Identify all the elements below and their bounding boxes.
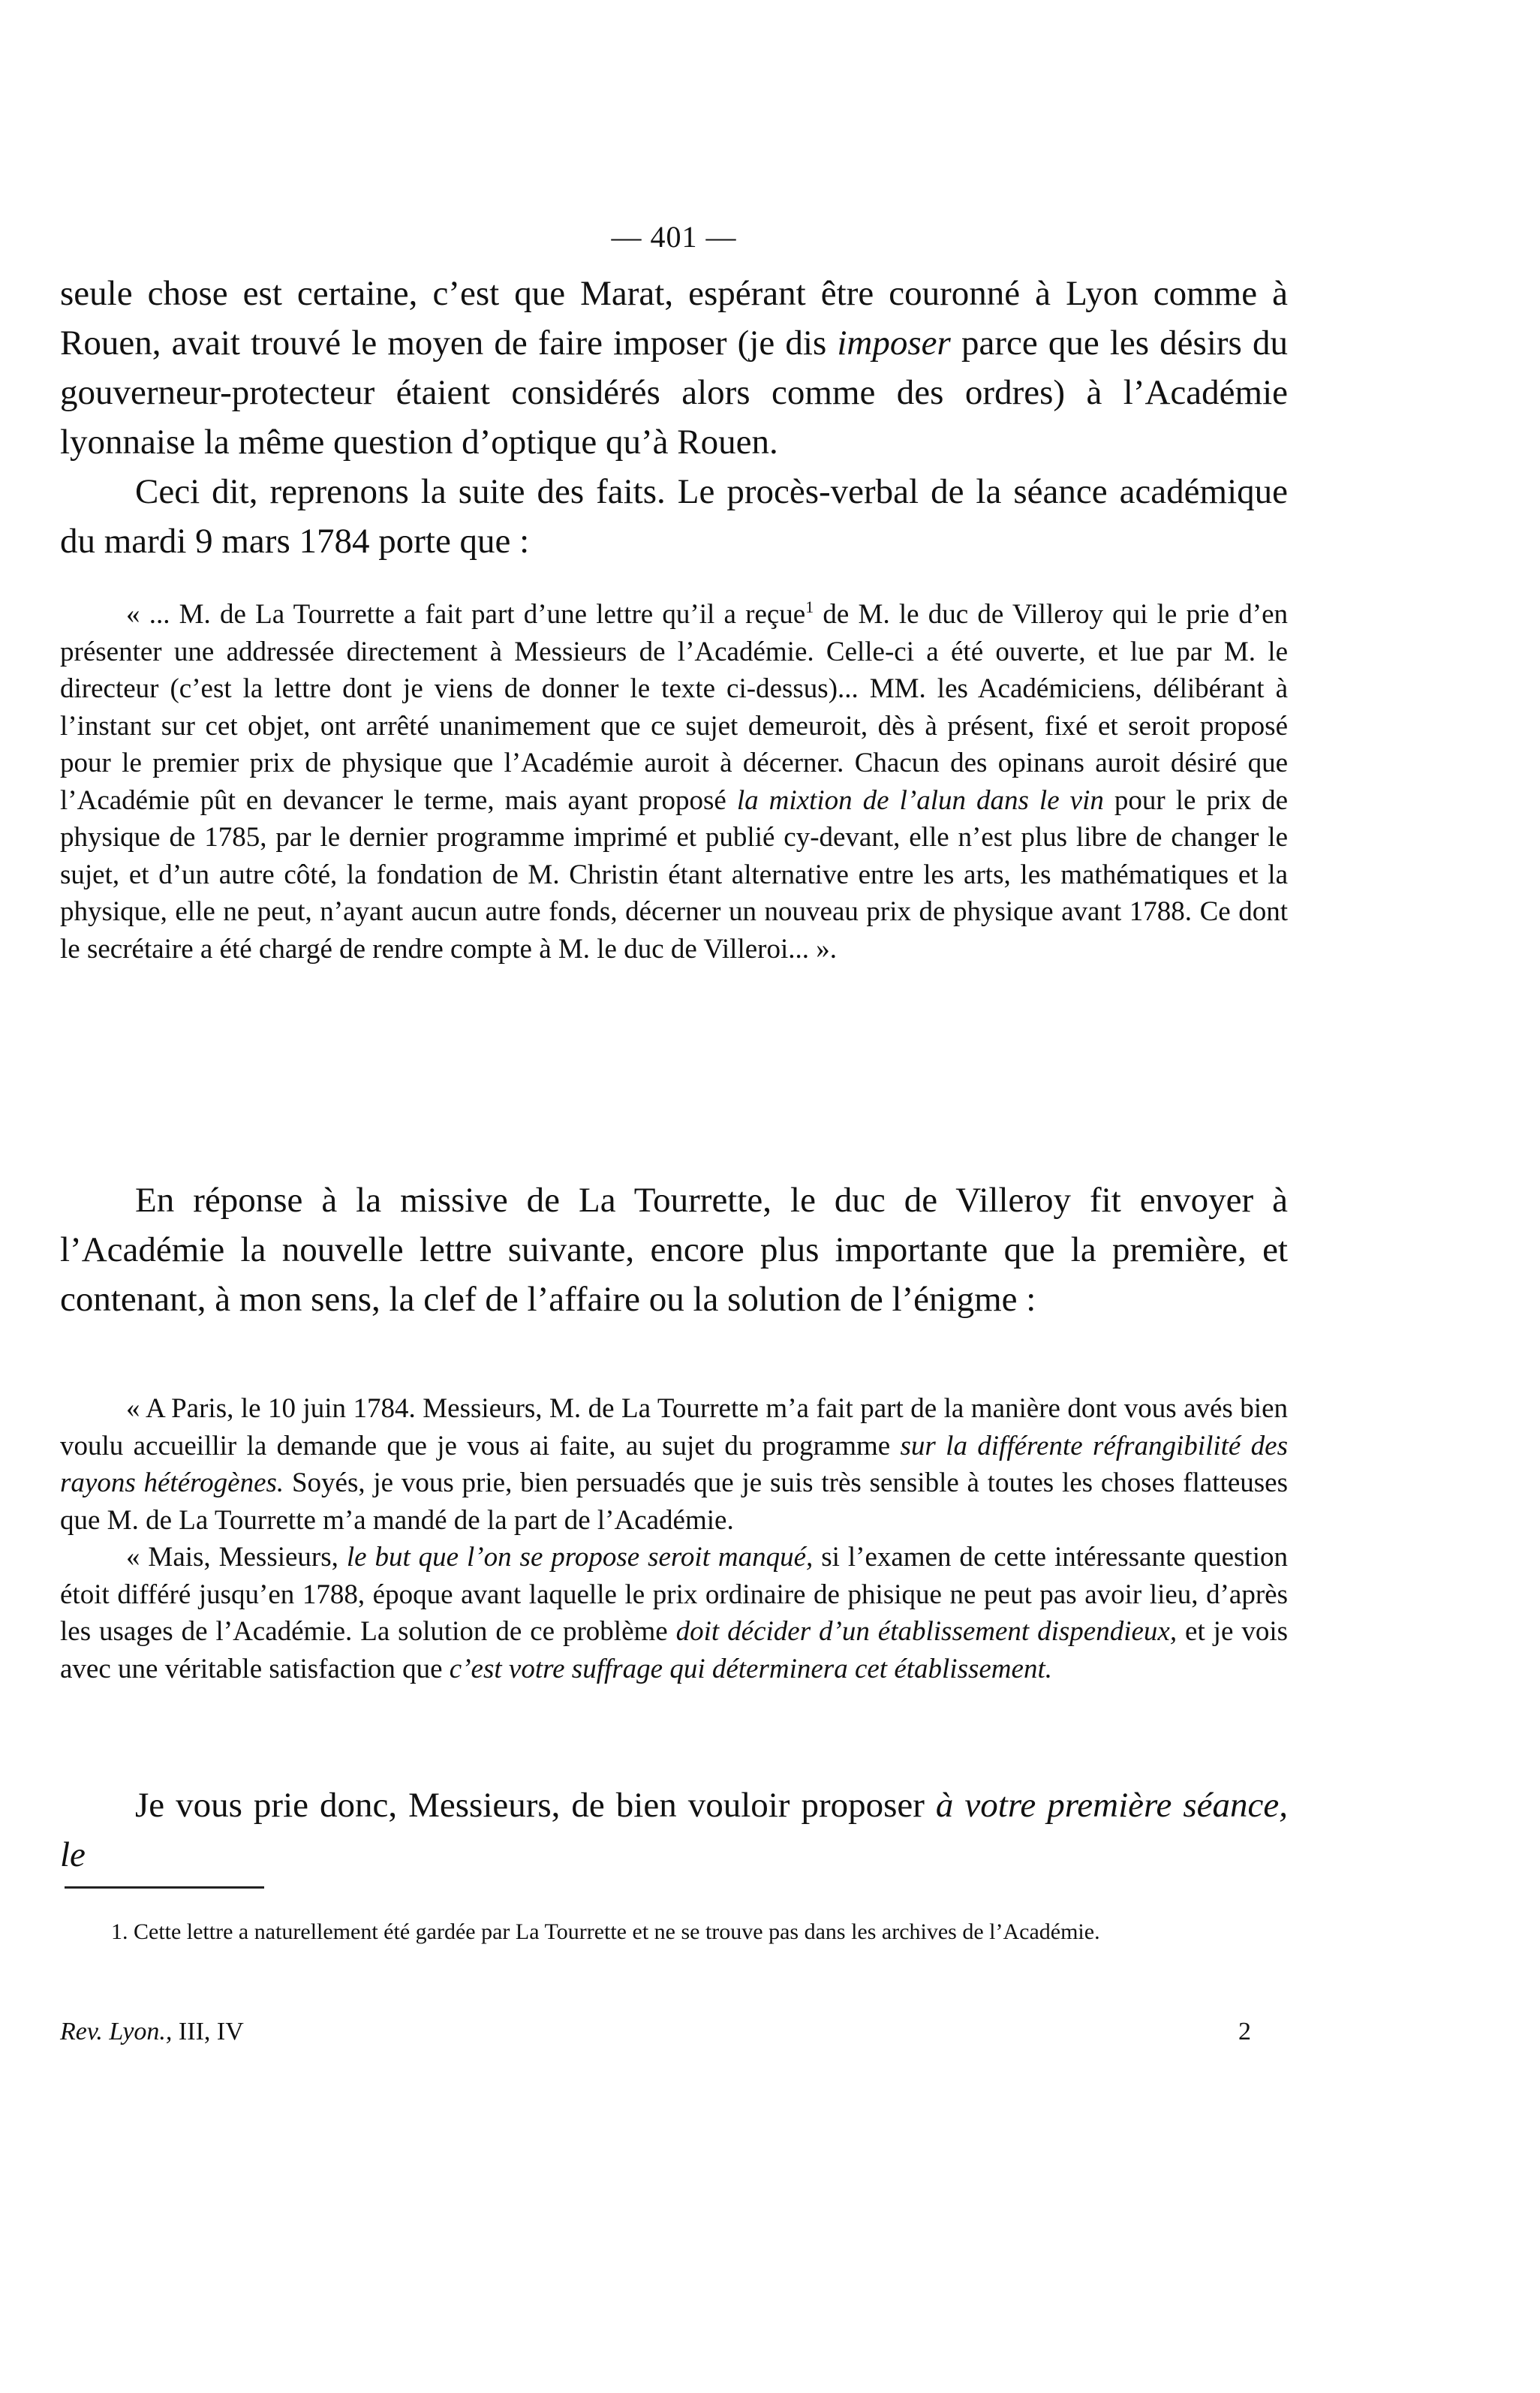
intro-text-after: parce que les désirs du gouverneur-protecteur étaient considérés alors comme des ordres) à l’Académie lyonnaise la même question d’optique qu’à Rouen. xyxy=(60,324,1288,462)
footnote-text: Cette lettre a naturellement été gardée par La Tourrette et ne se trouve pas dans les archives de l’Académie. xyxy=(128,1919,1100,1944)
quote-1-text-c: pour le prix de physique de 1785, par le dernier programme imprimé et publié cy-devant, elle n’est plus libre de changer le sujet, et d’un autre côté, la fondation de M. Christin étant alternative entre les arts, les mathématiques et la physique, elle ne peut, n’ayant aucun autre fonds, décerner un nouveau prix de physique avant 1788. Ce dont le secrétaire a été chargé de rendre compte à M. le duc de Villeroi... ». xyxy=(60,784,1289,965)
signature-mark: 2 xyxy=(1238,2018,1251,2045)
journal-volume: III, IV xyxy=(172,2018,244,2045)
letter-p3-italic: à votre première séance, le xyxy=(60,1786,1289,1874)
letter-paragraph-2 xyxy=(60,1539,1288,1687)
body-paragraph-response xyxy=(60,1175,1288,1324)
third-paragraph: En réponse à la missive de La Tourrette, le duc de Villeroy fit envoyer à l’Académie la nouvelle lettre suivante, encore plus importante que la première, et contenant, à mon sens, la clef de l’affaire ou la solution de l’énigme : xyxy=(60,1181,1288,1319)
quote-1-italic: la mixtion de l’alun dans le vin xyxy=(736,784,1104,816)
page-number: — 401 — xyxy=(611,220,737,254)
footnote-divider xyxy=(65,1886,264,1889)
letter-p2-italic-2: doit décider d’un établissement dispendieux, xyxy=(675,1616,1178,1647)
intro-paragraph xyxy=(60,269,1288,467)
letter-p2-italic-3: c’est votre suffrage qui déterminera cet établissement. xyxy=(449,1653,1052,1684)
letter-p1-text-b: Soyés, je vous prie, bien persuadés que je suis très sensible à toutes les choses flatteuses que M. de La Tourrette m’a mandé de la part de l’Académie. xyxy=(60,1467,1288,1536)
letter-p2-text-c: et je vois avec une véritable satisfaction que xyxy=(60,1616,1288,1684)
letter-p2-text-a: « Mais, Messieurs, xyxy=(126,1542,347,1573)
footnote-1-paragraph xyxy=(60,1916,1283,1949)
second-paragraph: Ceci dit, reprenons la suite des faits. Le procès-verbal de la séance académique du mardi 9 mars 1784 porte que : xyxy=(60,472,1288,561)
journal-name: Rev. Lyon., xyxy=(60,2018,173,2045)
quote-1-paragraph xyxy=(60,596,1288,968)
letter-p1-text-a: « A Paris, le 10 juin 1784. Messieurs, M. de La Tourrette m’a fait part de la manière dont vous avés bien voulu accueillir la demande que je vous ai faite, au sujet du programme xyxy=(60,1393,1288,1461)
quote-proces-verbal xyxy=(60,596,1288,968)
letter-p1-italic: sur la différente réfrangibilité des rayons hétérogènes. xyxy=(60,1430,1288,1498)
quote-1-text-b: de M. le duc de Villeroy qui le prie d’en présenter une addressée directement à Messieurs de l’Académie. Celle-ci a été ouverte, et lue par M. le directeur (c’est la lettre dont je viens de donner le texte ci-dessus)... MM. les Académiciens, délibérant à l’instant sur cet objet, ont arrêté unanimement que ce sujet demeuroit, dès à présent, fixé et seroit proposé pour le premier prix de physique que l’Académie auroit à décerner. Chacun des opinans auroit désiré que l’Académie pût en devancer le terme, mais ayant proposé xyxy=(60,599,1288,816)
footnote-number: 1. xyxy=(111,1919,128,1944)
footnote-ref[interactable]: 1 xyxy=(805,597,814,616)
quote-1-text-a: « ... M. de La Tourrette a fait part d’une lettre qu’il a reçue xyxy=(126,599,806,630)
footnote-1 xyxy=(60,1916,1283,1949)
letter-p2-italic-1: le but que l’on se propose seroit manqué, xyxy=(346,1542,814,1573)
letter-p2-text-b: si l’examen de cette intéressante question étoit différé jusqu’en 1788, époque avant laquelle le prix ordinaire de phisique ne peut pas avoir lieu, d’après les usages de l’Académie. La solution de ce problème xyxy=(60,1542,1288,1647)
letter-paragraph-3-block xyxy=(60,1780,1288,1880)
letter-p3-text: Je vous prie donc, Messieurs, de bien vouloir proposer xyxy=(135,1786,936,1825)
letter-paragraph-3 xyxy=(60,1780,1288,1880)
letter-paragraph-1 xyxy=(60,1390,1288,1539)
quote-letter-villeroy xyxy=(60,1390,1288,1687)
page-footer xyxy=(60,2018,1261,2046)
journal-signature xyxy=(60,2018,244,2045)
body-paragraph-intro xyxy=(60,269,1288,566)
intro-italic-term: imposer xyxy=(837,324,951,363)
intro-text: seule chose est certaine, c’est que Marat, espérant être couronné à Lyon comme à Rouen, avait trouvé le moyen de faire imposer (je dis xyxy=(60,274,1288,363)
